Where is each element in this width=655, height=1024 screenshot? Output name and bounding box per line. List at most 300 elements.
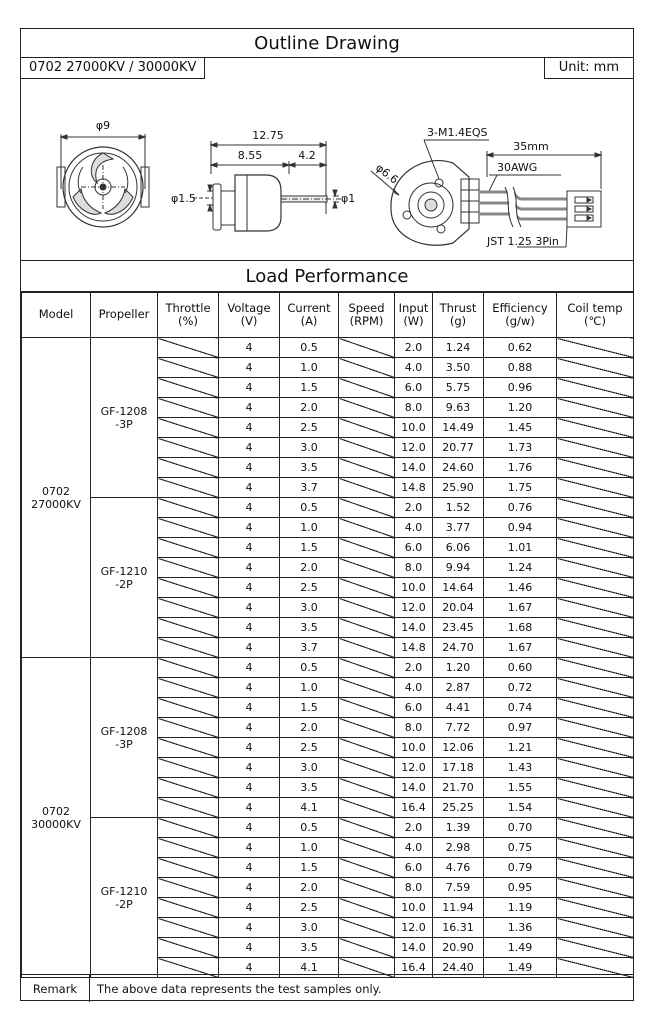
speed-cell	[339, 518, 395, 538]
thrust-cell: 2.98	[433, 838, 484, 858]
input-cell: 8.0	[395, 398, 433, 418]
efficiency-cell: 1.49	[484, 958, 557, 978]
thrust-cell: 9.94	[433, 558, 484, 578]
throttle-cell	[158, 858, 219, 878]
coil-temp-cell	[557, 698, 634, 718]
speed-cell	[339, 478, 395, 498]
efficiency-cell: 1.73	[484, 438, 557, 458]
speed-cell	[339, 938, 395, 958]
input-cell: 12.0	[395, 758, 433, 778]
thrust-cell: 1.20	[433, 658, 484, 678]
coil-temp-cell	[557, 858, 634, 878]
total-length-label: 12.75	[252, 129, 284, 142]
current-cell: 1.0	[280, 358, 339, 378]
speed-cell	[339, 538, 395, 558]
spec-sheet	[20, 28, 634, 1001]
voltage-cell: 4	[219, 898, 280, 918]
input-cell: 16.4	[395, 958, 433, 978]
throttle-cell	[158, 818, 219, 838]
speed-cell	[339, 778, 395, 798]
voltage-cell: 4	[219, 958, 280, 978]
voltage-cell: 4	[219, 478, 280, 498]
efficiency-cell: 1.46	[484, 578, 557, 598]
thrust-cell: 1.39	[433, 818, 484, 838]
efficiency-cell: 1.01	[484, 538, 557, 558]
input-cell: 6.0	[395, 698, 433, 718]
current-cell: 0.5	[280, 498, 339, 518]
coil-temp-cell	[557, 418, 634, 438]
efficiency-cell: 1.54	[484, 798, 557, 818]
header-coil-temp: Coil temp (℃)	[557, 292, 634, 338]
throttle-cell	[158, 438, 219, 458]
input-cell: 2.0	[395, 498, 433, 518]
current-cell: 3.0	[280, 918, 339, 938]
efficiency-cell: 0.62	[484, 338, 557, 358]
efficiency-cell: 1.45	[484, 418, 557, 438]
throttle-cell	[158, 638, 219, 658]
thrust-cell: 14.49	[433, 418, 484, 438]
coil-temp-cell	[557, 578, 634, 598]
coil-temp-cell	[557, 778, 634, 798]
input-cell: 2.0	[395, 338, 433, 358]
coil-temp-cell	[557, 398, 634, 418]
current-cell: 1.0	[280, 838, 339, 858]
throttle-cell	[158, 578, 219, 598]
speed-cell	[339, 898, 395, 918]
voltage-cell: 4	[219, 798, 280, 818]
coil-temp-cell	[557, 718, 634, 738]
propeller-cell: GF-1210 -2P	[91, 818, 158, 978]
voltage-cell: 4	[219, 678, 280, 698]
coil-temp-cell	[557, 618, 634, 638]
speed-cell	[339, 638, 395, 658]
voltage-cell: 4	[219, 618, 280, 638]
input-cell: 10.0	[395, 418, 433, 438]
table-row	[22, 338, 634, 358]
input-cell: 12.0	[395, 598, 433, 618]
voltage-cell: 4	[219, 538, 280, 558]
current-cell: 3.5	[280, 618, 339, 638]
coil-temp-cell	[557, 818, 634, 838]
voltage-cell: 4	[219, 398, 280, 418]
current-cell: 1.5	[280, 698, 339, 718]
speed-cell	[339, 918, 395, 938]
header-speed: Speed (RPM)	[339, 292, 395, 338]
current-cell: 2.5	[280, 578, 339, 598]
input-cell: 14.0	[395, 458, 433, 478]
thrust-cell: 25.25	[433, 798, 484, 818]
front-diameter-label: φ9	[95, 119, 111, 132]
voltage-cell: 4	[219, 818, 280, 838]
thrust-cell: 24.70	[433, 638, 484, 658]
voltage-cell: 4	[219, 718, 280, 738]
current-cell: 3.7	[280, 478, 339, 498]
throttle-cell	[158, 378, 219, 398]
input-cell: 14.0	[395, 778, 433, 798]
current-cell: 0.5	[280, 818, 339, 838]
unit-label: Unit: mm	[544, 57, 633, 79]
speed-cell	[339, 818, 395, 838]
speed-cell	[339, 458, 395, 478]
voltage-cell: 4	[219, 638, 280, 658]
speed-cell	[339, 338, 395, 358]
thrust-cell: 14.64	[433, 578, 484, 598]
input-cell: 4.0	[395, 678, 433, 698]
speed-cell	[339, 618, 395, 638]
speed-cell	[339, 878, 395, 898]
voltage-cell: 4	[219, 658, 280, 678]
voltage-cell: 4	[219, 938, 280, 958]
speed-cell	[339, 858, 395, 878]
voltage-cell: 4	[219, 578, 280, 598]
speed-cell	[339, 598, 395, 618]
voltage-cell: 4	[219, 738, 280, 758]
speed-cell	[339, 718, 395, 738]
speed-cell	[339, 358, 395, 378]
throttle-cell	[158, 918, 219, 938]
model-cell: 0702 27000KV	[22, 338, 91, 658]
connector-label: JST 1.25 3Pin	[487, 235, 559, 248]
thrust-cell: 1.24	[433, 338, 484, 358]
input-cell: 6.0	[395, 378, 433, 398]
efficiency-cell: 1.19	[484, 898, 557, 918]
throttle-cell	[158, 938, 219, 958]
throttle-cell	[158, 498, 219, 518]
propeller-cell: GF-1210 -2P	[91, 498, 158, 658]
input-cell: 2.0	[395, 658, 433, 678]
thrust-cell: 24.40	[433, 958, 484, 978]
voltage-cell: 4	[219, 358, 280, 378]
speed-cell	[339, 418, 395, 438]
current-cell: 2.0	[280, 398, 339, 418]
efficiency-cell: 0.76	[484, 498, 557, 518]
efficiency-cell: 0.96	[484, 378, 557, 398]
throttle-cell	[158, 698, 219, 718]
thrust-cell: 5.75	[433, 378, 484, 398]
propeller-cell: GF-1208 -3P	[91, 658, 158, 818]
wires	[479, 192, 571, 219]
shaft-diameter-label: φ1	[341, 192, 356, 205]
thrust-cell: 11.94	[433, 898, 484, 918]
input-cell: 8.0	[395, 718, 433, 738]
coil-temp-cell	[557, 598, 634, 618]
throttle-cell	[158, 898, 219, 918]
coil-temp-cell	[557, 938, 634, 958]
current-cell: 2.5	[280, 738, 339, 758]
coil-temp-cell	[557, 498, 634, 518]
efficiency-cell: 1.67	[484, 638, 557, 658]
efficiency-cell: 1.21	[484, 738, 557, 758]
thrust-cell: 21.70	[433, 778, 484, 798]
current-cell: 2.0	[280, 718, 339, 738]
speed-cell	[339, 438, 395, 458]
voltage-cell: 4	[219, 418, 280, 438]
throttle-cell	[158, 358, 219, 378]
thrust-cell: 16.31	[433, 918, 484, 938]
input-cell: 10.0	[395, 738, 433, 758]
thrust-cell: 7.59	[433, 878, 484, 898]
current-cell: 1.0	[280, 678, 339, 698]
voltage-cell: 4	[219, 498, 280, 518]
efficiency-cell: 1.55	[484, 778, 557, 798]
throttle-cell	[158, 598, 219, 618]
voltage-cell: 4	[219, 698, 280, 718]
header-row	[22, 292, 634, 338]
coil-temp-cell	[557, 838, 634, 858]
speed-cell	[339, 378, 395, 398]
input-cell: 4.0	[395, 358, 433, 378]
throttle-cell	[158, 718, 219, 738]
voltage-cell: 4	[219, 778, 280, 798]
wire-gauge-label: 30AWG	[497, 161, 538, 174]
header-input: Input (W)	[395, 292, 433, 338]
efficiency-cell: 0.88	[484, 358, 557, 378]
throttle-cell	[158, 878, 219, 898]
efficiency-cell: 0.97	[484, 718, 557, 738]
throttle-cell	[158, 778, 219, 798]
current-cell: 3.0	[280, 598, 339, 618]
body-length-label: 8.55	[237, 149, 263, 162]
coil-temp-cell	[557, 518, 634, 538]
speed-cell	[339, 838, 395, 858]
coil-temp-cell	[557, 558, 634, 578]
throttle-cell	[158, 738, 219, 758]
model-cell: 0702 30000KV	[22, 658, 91, 978]
current-cell: 3.5	[280, 778, 339, 798]
remark-text: The above data represents the test samples only.	[97, 981, 382, 996]
coil-temp-cell	[557, 798, 634, 818]
current-cell: 4.1	[280, 958, 339, 978]
throttle-cell	[158, 538, 219, 558]
thrust-cell: 20.77	[433, 438, 484, 458]
voltage-cell: 4	[219, 838, 280, 858]
front-view	[57, 134, 149, 227]
efficiency-cell: 1.43	[484, 758, 557, 778]
header-efficiency: Efficiency (g/w)	[484, 292, 557, 338]
thrust-cell: 24.60	[433, 458, 484, 478]
coil-temp-cell	[557, 678, 634, 698]
throttle-cell	[158, 418, 219, 438]
current-cell: 1.0	[280, 518, 339, 538]
throttle-cell	[158, 338, 219, 358]
efficiency-cell: 0.72	[484, 678, 557, 698]
thrust-cell: 4.41	[433, 698, 484, 718]
voltage-cell: 4	[219, 438, 280, 458]
thrust-cell: 4.76	[433, 858, 484, 878]
remark-label: Remark	[21, 975, 90, 1002]
current-cell: 3.7	[280, 638, 339, 658]
current-cell: 2.0	[280, 878, 339, 898]
voltage-cell: 4	[219, 878, 280, 898]
current-cell: 3.5	[280, 458, 339, 478]
speed-cell	[339, 398, 395, 418]
current-cell: 3.0	[280, 438, 339, 458]
input-cell: 8.0	[395, 558, 433, 578]
speed-cell	[339, 578, 395, 598]
current-cell: 1.5	[280, 538, 339, 558]
throttle-cell	[158, 478, 219, 498]
header-throttle: Throttle (%)	[158, 292, 219, 338]
mount-shaft-label: φ1.5	[171, 192, 196, 205]
performance-body	[22, 338, 634, 978]
coil-temp-cell	[557, 638, 634, 658]
throttle-cell	[158, 518, 219, 538]
efficiency-cell: 1.24	[484, 558, 557, 578]
thrust-cell: 20.04	[433, 598, 484, 618]
throttle-cell	[158, 558, 219, 578]
speed-cell	[339, 758, 395, 778]
header-thrust: Thrust (g)	[433, 292, 484, 338]
thrust-cell: 7.72	[433, 718, 484, 738]
coil-temp-cell	[557, 358, 634, 378]
voltage-cell: 4	[219, 518, 280, 538]
thrust-cell: 9.63	[433, 398, 484, 418]
speed-cell	[339, 498, 395, 518]
efficiency-cell: 1.20	[484, 398, 557, 418]
input-cell: 10.0	[395, 578, 433, 598]
table-row	[22, 818, 634, 838]
efficiency-cell: 1.49	[484, 938, 557, 958]
voltage-cell: 4	[219, 458, 280, 478]
throttle-cell	[158, 398, 219, 418]
efficiency-cell: 0.74	[484, 698, 557, 718]
voltage-cell: 4	[219, 918, 280, 938]
current-cell: 2.0	[280, 558, 339, 578]
efficiency-cell: 0.95	[484, 878, 557, 898]
input-cell: 14.0	[395, 938, 433, 958]
load-performance-title: Load Performance	[21, 260, 633, 293]
outline-drawing-title: Outline Drawing	[21, 29, 633, 58]
speed-cell	[339, 738, 395, 758]
coil-temp-cell	[557, 758, 634, 778]
input-cell: 8.0	[395, 878, 433, 898]
input-cell: 4.0	[395, 518, 433, 538]
speed-cell	[339, 798, 395, 818]
throttle-cell	[158, 618, 219, 638]
table-row	[22, 658, 634, 678]
efficiency-cell: 0.94	[484, 518, 557, 538]
header-voltage: Voltage (V)	[219, 292, 280, 338]
coil-temp-cell	[557, 478, 634, 498]
current-cell: 4.1	[280, 798, 339, 818]
header-current: Current (A)	[280, 292, 339, 338]
throttle-cell	[158, 658, 219, 678]
current-cell: 3.0	[280, 758, 339, 778]
input-cell: 12.0	[395, 918, 433, 938]
efficiency-cell: 1.36	[484, 918, 557, 938]
voltage-cell: 4	[219, 378, 280, 398]
efficiency-cell: 1.75	[484, 478, 557, 498]
wire-length-label: 35mm	[513, 140, 549, 153]
current-cell: 0.5	[280, 658, 339, 678]
efficiency-cell: 0.70	[484, 818, 557, 838]
current-cell: 0.5	[280, 338, 339, 358]
current-cell: 2.5	[280, 898, 339, 918]
hole-circle-label: φ6.6	[373, 161, 401, 187]
thrust-cell: 3.50	[433, 358, 484, 378]
side-view	[193, 141, 341, 231]
throttle-cell	[158, 458, 219, 478]
remark-row	[21, 974, 633, 1002]
coil-temp-cell	[557, 378, 634, 398]
input-cell: 4.0	[395, 838, 433, 858]
input-cell: 14.0	[395, 618, 433, 638]
screws-label: 3-M1.4EQS	[427, 126, 488, 139]
coil-temp-cell	[557, 338, 634, 358]
header-propeller: Propeller	[91, 292, 158, 338]
thrust-cell: 25.90	[433, 478, 484, 498]
thrust-cell: 2.87	[433, 678, 484, 698]
coil-temp-cell	[557, 738, 634, 758]
input-cell: 16.4	[395, 798, 433, 818]
voltage-cell: 4	[219, 558, 280, 578]
voltage-cell: 4	[219, 758, 280, 778]
throttle-cell	[158, 678, 219, 698]
input-cell: 10.0	[395, 898, 433, 918]
speed-cell	[339, 558, 395, 578]
info-row	[21, 57, 633, 79]
input-cell: 14.8	[395, 638, 433, 658]
thrust-cell: 6.06	[433, 538, 484, 558]
speed-cell	[339, 698, 395, 718]
coil-temp-cell	[557, 898, 634, 918]
speed-cell	[339, 678, 395, 698]
shaft-length-label: 4.2	[298, 149, 316, 162]
efficiency-cell: 0.75	[484, 838, 557, 858]
efficiency-cell: 1.68	[484, 618, 557, 638]
input-cell: 12.0	[395, 438, 433, 458]
coil-temp-cell	[557, 458, 634, 478]
input-cell: 6.0	[395, 538, 433, 558]
voltage-cell: 4	[219, 858, 280, 878]
thrust-cell: 12.06	[433, 738, 484, 758]
propeller-cell: GF-1208 -3P	[91, 338, 158, 498]
coil-temp-cell	[557, 918, 634, 938]
input-cell: 6.0	[395, 858, 433, 878]
efficiency-cell: 0.79	[484, 858, 557, 878]
header-model: Model	[22, 292, 91, 338]
thrust-cell: 17.18	[433, 758, 484, 778]
current-cell: 1.5	[280, 378, 339, 398]
thrust-cell: 3.77	[433, 518, 484, 538]
coil-temp-cell	[557, 658, 634, 678]
load-performance-table	[21, 291, 634, 978]
efficiency-cell: 0.60	[484, 658, 557, 678]
current-cell: 1.5	[280, 858, 339, 878]
speed-cell	[339, 658, 395, 678]
table-row	[22, 498, 634, 518]
efficiency-cell: 1.67	[484, 598, 557, 618]
model-label: 0702 27000KV / 30000KV	[21, 57, 205, 79]
coil-temp-cell	[557, 538, 634, 558]
throttle-cell	[158, 838, 219, 858]
voltage-cell: 4	[219, 598, 280, 618]
current-cell: 2.5	[280, 418, 339, 438]
throttle-cell	[158, 758, 219, 778]
thrust-cell: 20.90	[433, 938, 484, 958]
throttle-cell	[158, 798, 219, 818]
coil-temp-cell	[557, 438, 634, 458]
thrust-cell: 23.45	[433, 618, 484, 638]
input-cell: 2.0	[395, 818, 433, 838]
voltage-cell: 4	[219, 338, 280, 358]
efficiency-cell: 1.76	[484, 458, 557, 478]
input-cell: 14.8	[395, 478, 433, 498]
coil-temp-cell	[557, 878, 634, 898]
thrust-cell: 1.52	[433, 498, 484, 518]
outline-drawing	[21, 79, 633, 259]
current-cell: 3.5	[280, 938, 339, 958]
